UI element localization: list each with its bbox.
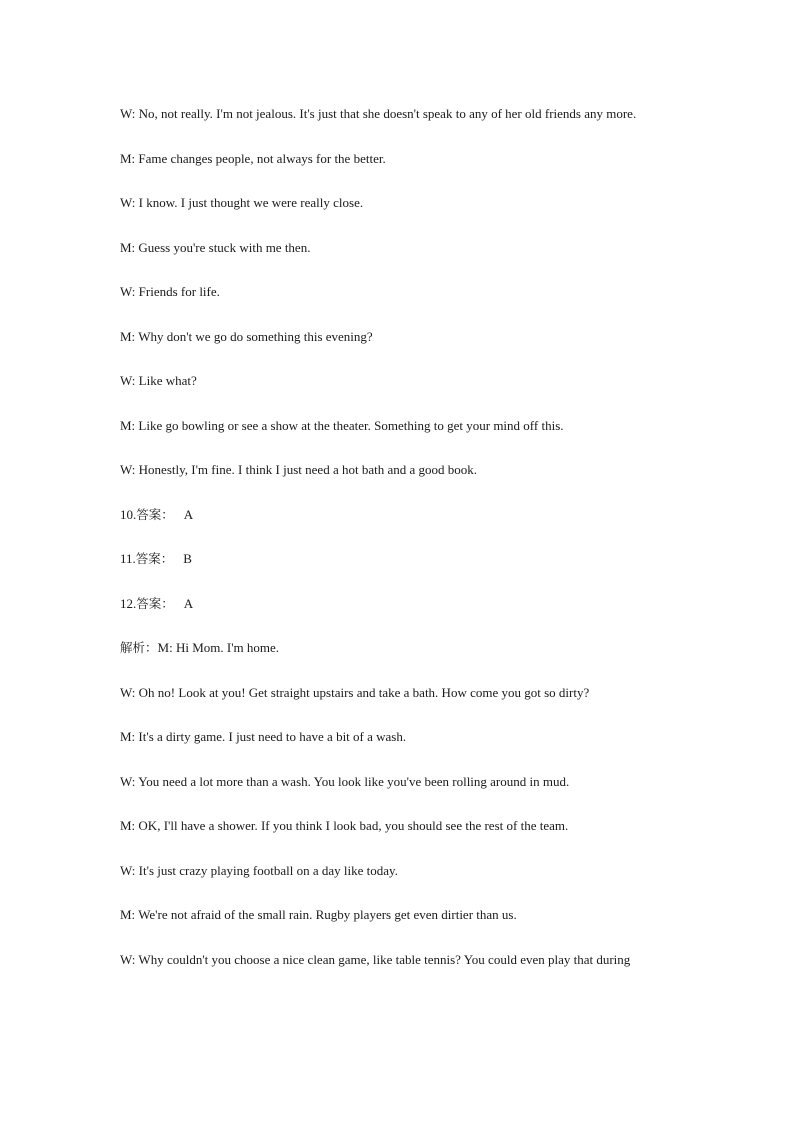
- answer-label: 答案：: [136, 506, 174, 522]
- answer-choice: A: [183, 595, 194, 611]
- dialogue-line: [120, 723, 680, 751]
- dialogue-text: It's just crazy playing football on a day like today.: [138, 862, 398, 878]
- dialogue-text: Why couldn't you choose a nice clean game, like table tennis? You could even play that during: [138, 951, 631, 967]
- answer-label: 答案：: [136, 595, 174, 611]
- speaker-label: M:: [120, 150, 136, 166]
- answer-choice: A: [183, 506, 194, 522]
- dialogue-line: [120, 946, 680, 974]
- speaker-label: W:: [120, 284, 136, 299]
- dialogue-text: I know. I just thought we were really close.: [138, 195, 364, 210]
- answer-line: [120, 545, 680, 573]
- speaker-label: W:: [120, 195, 136, 210]
- answer-line: [120, 501, 680, 529]
- dialogue-line: [120, 456, 680, 484]
- dialogue-line: [120, 278, 680, 306]
- dialogue-line: [120, 679, 680, 707]
- dialogue-text: OK, I'll have a shower. If you think I look bad, you should see the rest of the team.: [138, 818, 569, 833]
- analysis-line: [120, 634, 680, 662]
- dialogue-text: Like what?: [138, 373, 197, 388]
- dialogue-line: [120, 812, 680, 840]
- speaker-label: M:: [120, 907, 136, 922]
- speaker-label: W:: [120, 373, 136, 388]
- dialogue-text: Like go bowling or see a show at the theater. Something to get your mind off this.: [138, 417, 564, 433]
- dialogue-line: [120, 768, 680, 796]
- question-number: 12.: [120, 595, 137, 611]
- dialogue-line: [120, 901, 680, 929]
- dialogue-line: [120, 100, 680, 128]
- speaker-label: M:: [120, 729, 136, 744]
- speaker-label: W:: [120, 862, 136, 878]
- answer-label: 答案：: [135, 551, 174, 566]
- speaker-label: M:: [157, 640, 173, 655]
- speaker-label: M:: [120, 417, 136, 433]
- question-number: 10.: [120, 506, 137, 522]
- speaker-label: W:: [120, 462, 136, 477]
- speaker-label: M:: [120, 328, 136, 344]
- dialogue-line: [120, 412, 680, 440]
- dialogue-line: [120, 145, 680, 173]
- dialogue-text: You need a lot more than a wash. You look like you've been rolling around in mud.: [138, 773, 570, 789]
- dialogue-text: Fame changes people, not always for the better.: [138, 150, 386, 166]
- dialogue-text: It's a dirty game. I just need to have a bit of a wash.: [138, 729, 407, 744]
- dialogue-text: Hi Mom. I'm home.: [175, 640, 280, 655]
- speaker-label: M:: [120, 239, 136, 255]
- dialogue-text: Oh no! Look at you! Get straight upstairs and take a bath. How come you got so dirty?: [138, 684, 590, 700]
- question-number: 11.: [120, 551, 136, 566]
- dialogue-text: Why don't we go do something this evening?: [138, 328, 373, 344]
- speaker-label: M:: [120, 818, 136, 833]
- speaker-label: W:: [120, 773, 136, 789]
- document-content: [120, 100, 680, 990]
- dialogue-text: We're not afraid of the small rain. Rugby players get even dirtier than us.: [138, 907, 517, 922]
- speaker-label: W:: [120, 106, 136, 121]
- speaker-label: W:: [120, 684, 136, 700]
- answer-line: [120, 590, 680, 618]
- dialogue-text: Honestly, I'm fine. I think I just need a hot bath and a good book.: [138, 462, 478, 477]
- analysis-label: 解析：: [120, 640, 158, 655]
- dialogue-text: No, not really. I'm not jealous. It's just that she doesn't speak to any of her old friends any more.: [138, 106, 637, 121]
- dialogue-line: [120, 189, 680, 217]
- dialogue-line: [120, 857, 680, 885]
- dialogue-text: Guess you're stuck with me then.: [138, 239, 311, 255]
- dialogue-line: [120, 367, 680, 395]
- dialogue-line: [120, 323, 680, 351]
- answer-choice: B: [183, 551, 192, 566]
- speaker-label: W:: [120, 951, 136, 967]
- dialogue-text: Friends for life.: [138, 284, 220, 299]
- dialogue-line: [120, 234, 680, 262]
